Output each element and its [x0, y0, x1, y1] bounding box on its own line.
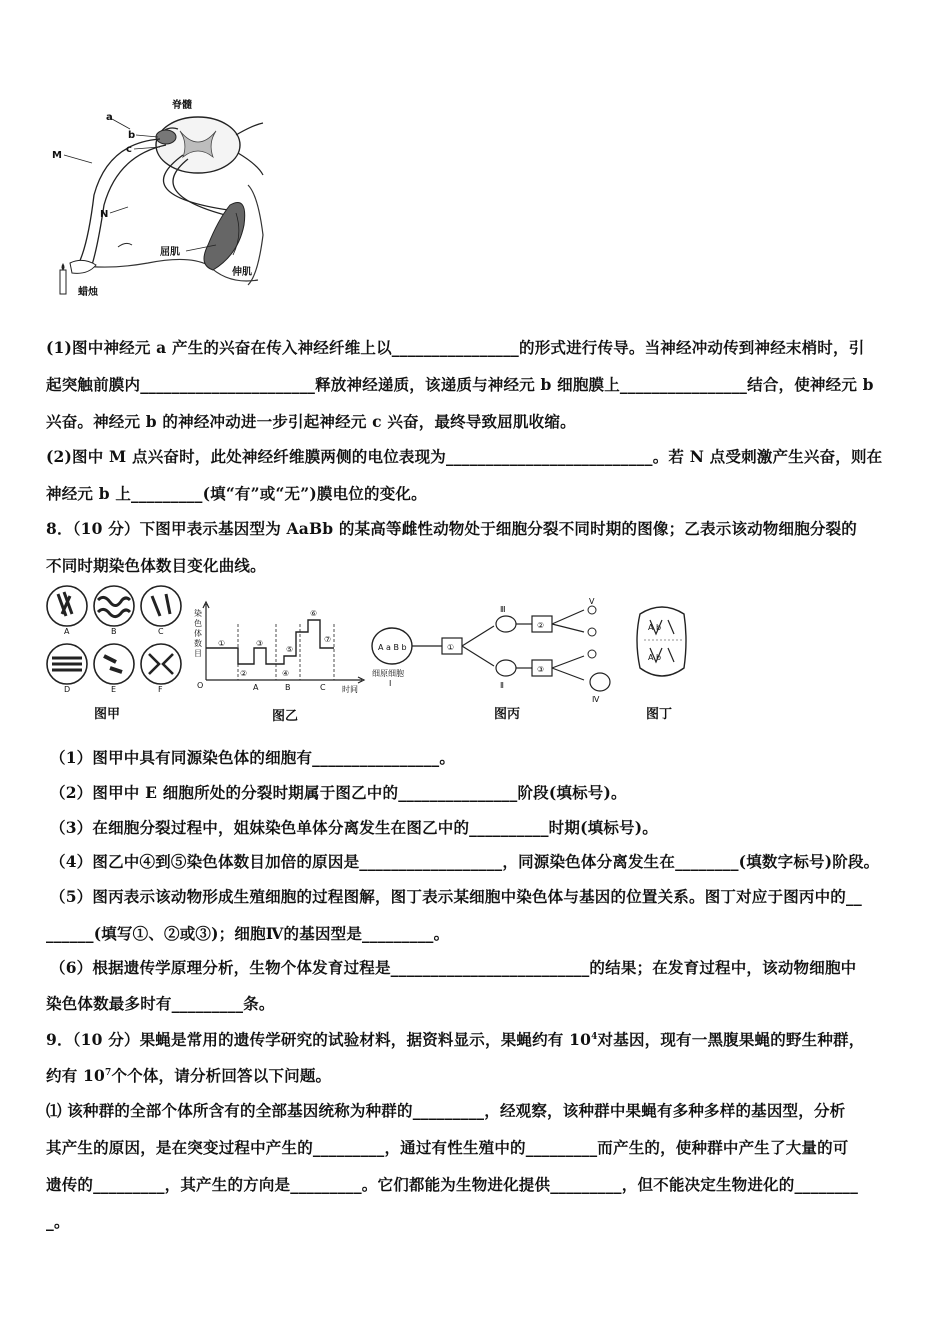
fig-yi-caption: 图乙 [272, 709, 299, 724]
q9-stem-line2: 约有 $10^7$个个体，请分析回答以下问题。 [46, 1066, 332, 1085]
cell-e-label: E [111, 685, 117, 694]
step-2: ② [537, 621, 545, 630]
q8-sub6-line2: 染色体数最多时有_________条。 [46, 994, 275, 1013]
origin-label: O [197, 681, 204, 690]
cell-f-label: F [158, 685, 163, 694]
point-n-label: N [100, 209, 109, 220]
roman-iii: Ⅲ [500, 605, 506, 614]
q8-figures [44, 584, 704, 724]
q7-part2-line2: 神经元 b 上_________(填“有”或“无”)膜电位的变化。 [46, 484, 427, 503]
flexor-label: 屈肌 [160, 247, 180, 258]
stage-c-label: C [320, 683, 326, 692]
roman-iv: Ⅳ [592, 695, 600, 704]
q8-sub2: （2）图甲中 E 细胞所处的分裂时期属于图乙中的_______________阶段(填标号)。 [50, 783, 627, 802]
q9-part1-line4: _。 [46, 1212, 70, 1231]
roman-ii: Ⅱ [500, 681, 504, 690]
q9-part1-line3: 遗传的_________，其产生的方向是_________。它们都能为生物进化提供_________，但不能决定生物进化的________ [46, 1175, 859, 1194]
fig-yi [194, 602, 364, 724]
roman-v: Ⅴ [589, 597, 595, 606]
q9-part1-line1: ⑴ 该种群的全部个体所含有的全部基因统称为种群的_________，经观察，该种群中果蝇有多种多样的基因型，分析 [46, 1101, 846, 1120]
marker-5: ⑤ [286, 645, 294, 654]
point-m-label: M [52, 150, 62, 161]
svg-text:体: 体 [194, 629, 202, 638]
q8-stem-line1: 8．（10 分）下图甲表示基因型为 AaBb 的某高等雌性动物处于细胞分裂不同时期的图像；乙表示该动物细胞分裂的 [46, 519, 858, 538]
extensor-label: 伸肌 [232, 267, 252, 278]
marker-4: ④ [282, 669, 290, 678]
cell-d-label: D [64, 685, 71, 694]
ding-genes-bottom: A b [648, 653, 662, 662]
svg-text:染: 染 [194, 609, 202, 618]
roman-i: Ⅰ [389, 679, 392, 688]
fig-bing-caption: 图丙 [494, 707, 521, 722]
marker-7: ⑦ [324, 635, 332, 644]
neuron-b-label: b [128, 130, 136, 141]
marker-6: ⑥ [310, 609, 318, 618]
q8-sub5-line1: （5）图丙表示该动物形成生殖细胞的过程图解，图丁表示某细胞中染色体与基因的位置关系。图丁对应于图丙中的__ [50, 887, 862, 906]
q7-part2-line1: (2)图中 M 点兴奋时，此处神经纤维膜两侧的电位表现为__________________________。若 N 点受刺激产生兴奋，则在 [46, 447, 883, 466]
svg-text:色: 色 [194, 619, 202, 628]
q7-part1-line2: 起突触前膜内______________________释放神经递质，该递质与神经元 b 细胞膜上________________结合，使神经元 b [46, 375, 874, 394]
q7-part1-line3: 兴奋。神经元 b 的神经冲动进一步引起神经元 c 兴奋，最终导致屈肌收缩。 [46, 412, 576, 431]
fig-jia-caption: 图甲 [94, 707, 121, 722]
neuron-a-label: a [106, 112, 113, 123]
fig-ding [637, 607, 686, 722]
cell-b-label: B [111, 627, 117, 636]
q8-stem-line2: 不同时期染色体数目变化曲线。 [46, 556, 266, 575]
svg-text:目: 目 [194, 649, 202, 658]
q9-stem-line1: 9．（10 分）果蝇是常用的遗传学研究的试验材料，据资料显示，果蝇约有 $10^4$对基因，现有一黑腹果蝇的野生种群， [46, 1030, 865, 1049]
cell-i-label: 细原细胞 [372, 669, 404, 678]
marker-1: ① [218, 639, 226, 648]
marker-2: ② [240, 669, 248, 678]
ding-genes-top: A b [648, 623, 662, 632]
candle-label: 蜡烛 [78, 287, 98, 298]
q8-sub6-line1: （6）根据遗传学原理分析，生物个体发育过程是_________________________的结果；在发育过程中，该动物细胞中 [50, 958, 857, 977]
step-1: ① [447, 643, 455, 652]
fig-ding-caption: 图丁 [646, 707, 673, 722]
neuron-c-label: c [126, 144, 132, 155]
xaxis-label: 时间 [342, 685, 358, 694]
q7-part1-line1: (1)图中神经元 a 产生的兴奋在传入神经纤维上以________________的形式进行传导。当神经冲动传到神经末梢时，引 [46, 338, 865, 357]
cell-i-genes: A a B b [378, 643, 407, 652]
stage-a-label: A [253, 683, 259, 692]
q9-part1-line2: 其产生的原因，是在突变过程中产生的_________，通过有性生殖中的_________而产生的，使种群中产生了大量的可 [46, 1138, 849, 1157]
spinal-cord-label: 脊髓 [172, 100, 192, 111]
stage-b-label: B [285, 683, 291, 692]
fig-jia [47, 586, 181, 722]
cell-c-label: C [158, 627, 164, 636]
step-3: ③ [537, 665, 545, 674]
q8-sub3: （3）在细胞分裂过程中，姐妹染色单体分离发生在图乙中的__________时期(填标号)。 [50, 818, 658, 837]
svg-text:数: 数 [194, 639, 202, 648]
cell-a-label: A [64, 627, 70, 636]
marker-3: ③ [256, 639, 264, 648]
reflex-arc-figure [48, 95, 288, 305]
q8-sub1: （1）图甲中具有同源染色体的细胞有________________。 [50, 748, 456, 767]
fig-bing [372, 597, 610, 722]
q8-sub5-line2: ______(填写①、②或③)；细胞Ⅳ的基因型是_________。 [46, 924, 450, 943]
q8-sub4: （4）图乙中④到⑤染色体数目加倍的原因是__________________，同源染色体分离发生在________(填数字标号)阶段。 [50, 852, 880, 871]
